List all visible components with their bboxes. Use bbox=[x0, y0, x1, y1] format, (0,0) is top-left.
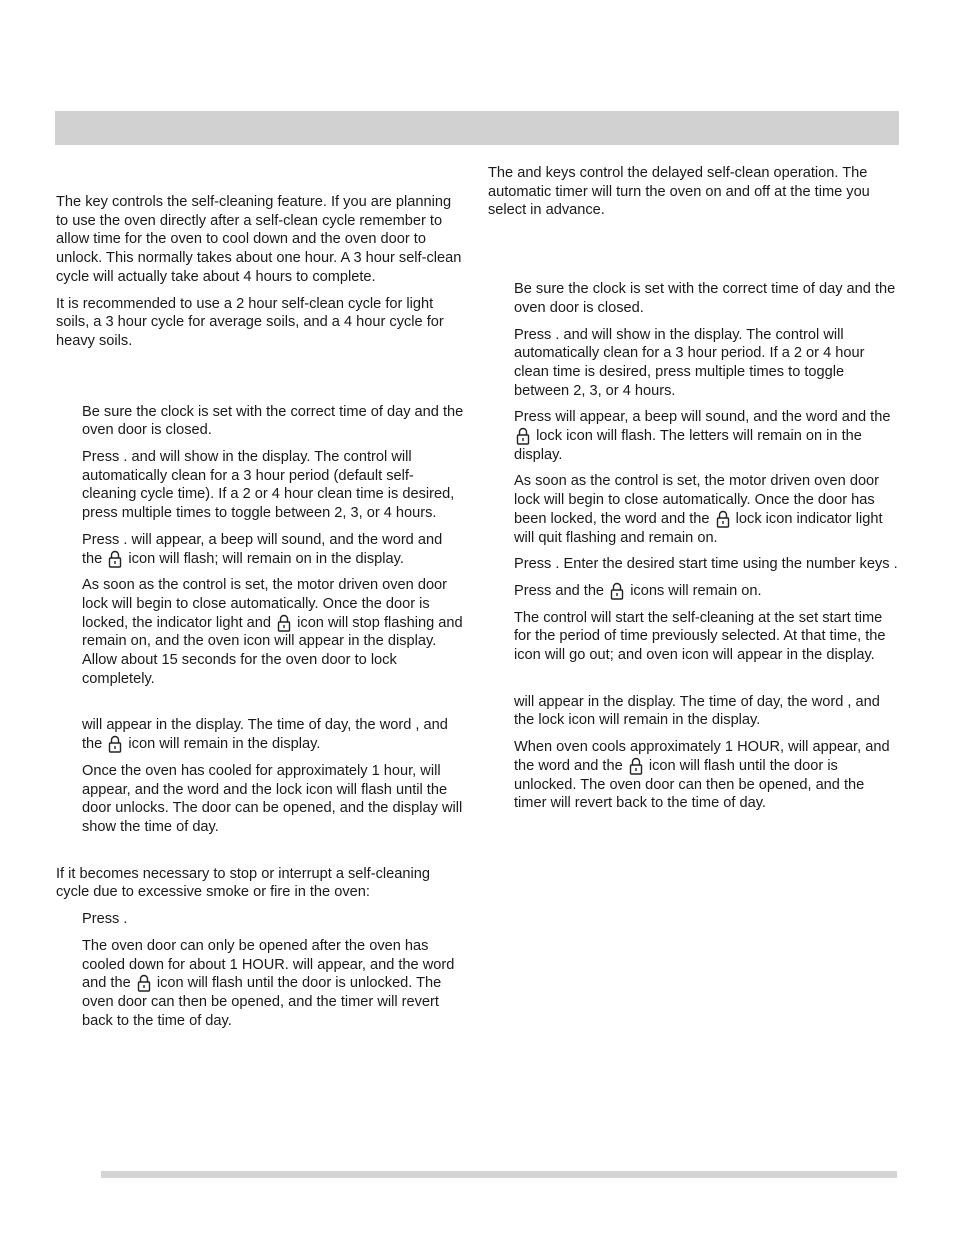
left-step-1: Be sure the clock is set with the correct time of day and the oven door is closed. bbox=[82, 403, 464, 439]
left-recommendation-paragraph: It is recommended to use a 2 hour self-clean cycle for light soils, a 3 hour cycle for average soils, and a 4 hour cycle for heavy soils. bbox=[56, 295, 444, 349]
right-step-2: Press . and will show in the display. The control will automatically clean for a 3 hour period. If a 2 or 4 hour clean time is desired, press multiple times to toggle between 2, 3, or 4 hours. bbox=[514, 326, 865, 399]
left-step-2: Press . and will show in the display. The control will automatically clean for a 3 hour period (default self-cleaning cycle time). If a 2 or 4 hour clean time is desired, press multiple times to toggle between 2, 3, or 4 hours. bbox=[82, 449, 455, 522]
lock-icon bbox=[516, 427, 530, 445]
stop-clean-intro: If it becomes necessary to stop or interrupt a self-cleaning cycle due to excessive smoke or fire in the oven: bbox=[56, 865, 430, 901]
left-column bbox=[56, 193, 466, 1038]
left-intro-paragraph: The key controls the self-cleaning feature. If you are planning to use the oven directly after a self-clean cycle remember to allow time for the oven to cool down and the oven door to unlock. This normally takes about one hour. A 3 hour self-clean cycle will actually take about 4 hours to complete. bbox=[56, 194, 462, 285]
lock-icon bbox=[137, 974, 151, 992]
right-step-4: As soon as the control is set, the motor driven oven door lock will begin to close automatically. Once the door has been locked, the word and the lock icon indicator light will quit flashing and remain on. bbox=[514, 473, 883, 546]
left-during-clean: will appear in the display. The time of day, the word , and the icon will remain in the display. bbox=[82, 717, 448, 753]
stop-step-2: The oven door can only be opened after the oven has cooled down for about 1 HOUR. will appear, and the word and the icon will flash until the door is unlocked. The oven door can then be opened, and the timer will revert back to the time of day. bbox=[82, 937, 455, 1029]
stop-step-1: Press . bbox=[82, 911, 128, 928]
right-during-clean: will appear in the display. The time of day, the word , and the lock icon will remain in the display. bbox=[514, 693, 880, 729]
right-after-clean: When oven cools approximately 1 HOUR, will appear, and the word and the icon will flash until the door is unlocked. The oven door can then be opened, and the timer will revert back to the time of day. bbox=[514, 739, 890, 812]
right-column bbox=[488, 164, 898, 821]
lock-icon bbox=[108, 735, 122, 753]
lock-icon bbox=[610, 582, 624, 600]
lock-icon bbox=[108, 550, 122, 568]
lock-icon bbox=[629, 757, 643, 775]
left-step-3: Press . will appear, a beep will sound, and the word and the icon will flash; will remain on in the display. bbox=[82, 531, 443, 567]
right-intro-paragraph: The and keys control the delayed self-clean operation. The automatic timer will turn the oven on and off at the time you select in advance. bbox=[488, 165, 870, 219]
lock-icon bbox=[716, 510, 730, 528]
footer-rule bbox=[101, 1171, 897, 1178]
left-step-4: As soon as the control is set, the motor driven oven door lock will begin to close automatically. Once the door is locked, the indicator light and icon will stop flashing and remain on, and the oven icon will appear in the display. Allow about 15 seconds for the oven door to lock completely. bbox=[82, 577, 463, 687]
left-after-clean: Once the oven has cooled for approximately 1 hour, will appear, and the word and the lock icon will flash until the door unlocks. The door can be opened, and the display will show the time of day. bbox=[82, 762, 463, 835]
section-header-band bbox=[55, 111, 899, 145]
right-step-7: The control will start the self-cleaning at the set start time for the period of time previously selected. At that time, the icon will go out; and oven icon will appear in the display. bbox=[514, 609, 886, 664]
right-step-1: Be sure the clock is set with the correct time of day and the oven door is closed. bbox=[514, 281, 896, 316]
right-step-6: Press and the icons will remain on. bbox=[514, 582, 762, 599]
right-step-5: Press . Enter the desired start time using the number keys . bbox=[514, 556, 898, 573]
right-step-3: Press will appear, a beep will sound, and the word and the lock icon will flash. The letters will remain on in the display. bbox=[514, 409, 891, 463]
lock-icon bbox=[277, 614, 291, 632]
